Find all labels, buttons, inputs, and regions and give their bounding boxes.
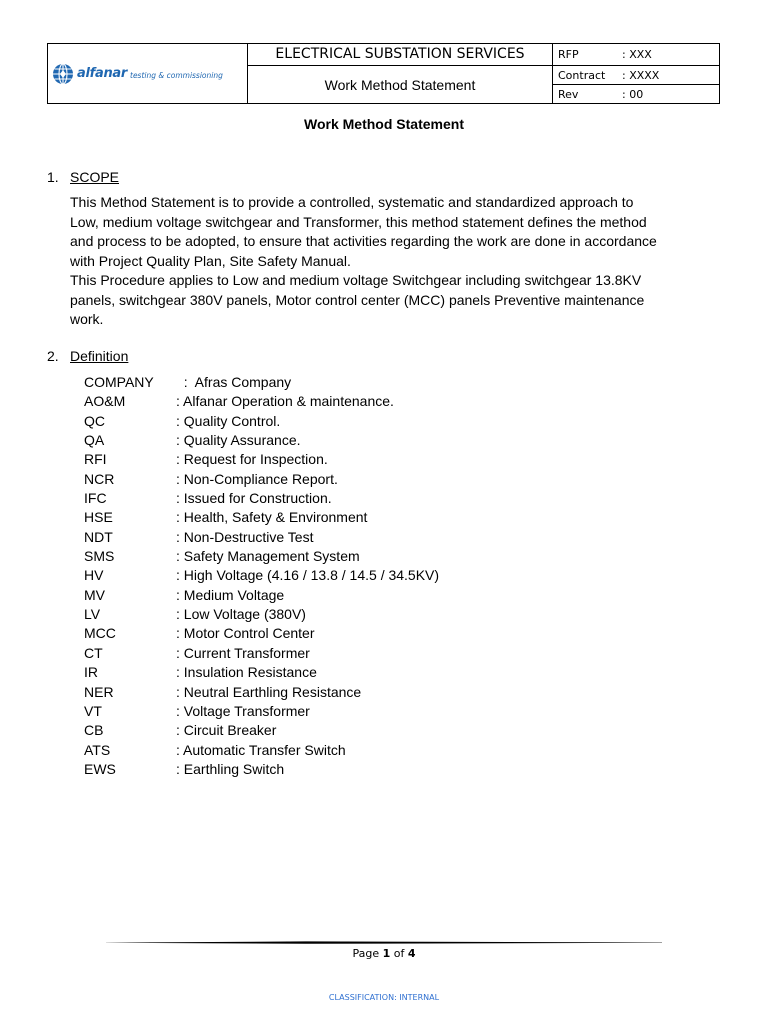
paragraph-line: with Project Quality Plan, Site Safety Manual. bbox=[70, 252, 351, 269]
definition-row bbox=[84, 450, 439, 469]
meta-value: : 00 bbox=[622, 87, 644, 101]
definition-abbr: ATS bbox=[84, 741, 111, 758]
globe-logo-icon bbox=[52, 63, 74, 85]
definition-abbr: MV bbox=[84, 586, 105, 603]
definition-abbr: VT bbox=[84, 702, 102, 719]
definition-abbr: NER bbox=[84, 683, 114, 700]
definition-desc: : Health, Safety & Environment bbox=[176, 509, 368, 526]
definition-desc: : Request for Inspection. bbox=[176, 451, 328, 468]
definition-heading bbox=[47, 348, 128, 364]
definition-desc: : Medium Voltage bbox=[176, 586, 285, 603]
definition-row bbox=[84, 431, 439, 450]
definition-abbr: NCR bbox=[84, 470, 115, 487]
definition-row bbox=[84, 663, 439, 682]
definition-row bbox=[84, 586, 439, 605]
definition-row bbox=[84, 412, 439, 431]
document-header-table bbox=[47, 43, 720, 104]
definition-row bbox=[84, 721, 439, 740]
definition-row bbox=[84, 644, 439, 663]
definition-desc: : Circuit Breaker bbox=[176, 722, 277, 739]
meta-key: Rev bbox=[558, 87, 579, 101]
logo-tagline: testing & commissioning bbox=[130, 70, 223, 80]
definition-desc: : Alfanar Operation & maintenance. bbox=[176, 393, 394, 410]
meta-value: : XXXX bbox=[622, 68, 660, 82]
definition-abbr: NDT bbox=[84, 528, 113, 545]
definition-abbr: QC bbox=[84, 412, 105, 429]
definition-row bbox=[84, 392, 439, 411]
scope-paragraph bbox=[70, 193, 730, 330]
scope-heading bbox=[47, 169, 119, 185]
paragraph-line: Low, medium voltage switchgear and Transformer, this method statement defines the method bbox=[70, 213, 647, 230]
section-number: 2. bbox=[47, 348, 59, 364]
paragraph-line: and process to be adopted, to ensure that activities regarding the work are done in accordance bbox=[70, 233, 657, 249]
definition-row bbox=[84, 624, 439, 643]
section-label: SCOPE bbox=[70, 169, 120, 185]
page-prefix: Page bbox=[352, 947, 383, 960]
meta-row-contract bbox=[553, 66, 720, 85]
definition-desc: : High Voltage (4.16 / 13.8 / 14.5 / 34.5KV) bbox=[176, 567, 440, 584]
definition-desc: : Safety Management System bbox=[176, 548, 360, 565]
definition-row bbox=[84, 683, 439, 702]
company-logo-cell bbox=[48, 44, 248, 104]
paragraph-line: work. bbox=[70, 311, 104, 327]
paragraph-line: This Method Statement is to provide a controlled, systematic and standardized approach to bbox=[70, 194, 634, 210]
definition-row bbox=[84, 470, 439, 489]
section-number: 1. bbox=[47, 169, 59, 185]
company-logo bbox=[48, 63, 247, 85]
definition-abbr: LV bbox=[84, 606, 101, 623]
paragraph-line: This Procedure applies to Low and medium voltage Switchgear including switchgear 13.8KV bbox=[70, 272, 642, 288]
definition-abbr: HSE bbox=[84, 509, 113, 526]
definition-row bbox=[84, 373, 439, 392]
definition-abbr: CT bbox=[84, 644, 103, 661]
definition-desc: : Issued for Construction. bbox=[176, 490, 332, 507]
page-current: 1 bbox=[382, 947, 391, 960]
definition-abbr: IR bbox=[84, 664, 98, 681]
meta-value: : XXX bbox=[622, 48, 652, 61]
definition-row bbox=[84, 702, 439, 721]
definition-abbr: QA bbox=[84, 432, 105, 449]
meta-key: Contract bbox=[558, 68, 606, 82]
definition-desc: : Neutral Earthling Resistance bbox=[176, 683, 362, 700]
definition-desc: : Afras Company bbox=[176, 374, 292, 390]
section-label: Definition bbox=[70, 348, 129, 364]
definition-abbr: MCC bbox=[84, 625, 116, 642]
definition-row bbox=[84, 566, 439, 585]
definition-desc: : Quality Control. bbox=[176, 412, 281, 429]
document-title: Work Method Statement bbox=[304, 116, 464, 132]
definition-desc: : Non-Compliance Report. bbox=[176, 470, 338, 487]
meta-row-rev bbox=[553, 85, 720, 104]
definition-desc: : Non-Destructive Test bbox=[176, 528, 314, 545]
definition-abbr: HV bbox=[84, 567, 104, 584]
definition-row bbox=[84, 760, 439, 779]
definition-desc: : Automatic Transfer Switch bbox=[176, 741, 346, 758]
doc-type-title: Work Method Statement bbox=[248, 66, 553, 104]
footer-divider bbox=[106, 941, 662, 944]
definition-row bbox=[84, 741, 439, 760]
definition-row bbox=[84, 508, 439, 527]
definition-abbr: SMS bbox=[84, 548, 115, 565]
page-number bbox=[0, 947, 768, 960]
paragraph-line: panels, switchgear 380V panels, Motor control center (MCC) panels Preventive maintenance bbox=[70, 291, 645, 308]
definition-abbr: RFI bbox=[84, 451, 107, 468]
classification-label: CLASSIFICATION: INTERNAL bbox=[328, 993, 440, 1002]
definition-desc: : Low Voltage (380V) bbox=[176, 606, 306, 623]
definition-desc: : Insulation Resistance bbox=[176, 664, 317, 681]
definition-desc: : Current Transformer bbox=[176, 644, 310, 661]
page-of: of bbox=[390, 947, 408, 960]
definition-abbr: COMPANY bbox=[84, 374, 154, 390]
meta-key: RFP bbox=[558, 48, 579, 61]
definition-desc: : Quality Assurance. bbox=[176, 432, 301, 449]
definition-desc: : Earthling Switch bbox=[176, 760, 285, 777]
meta-row-rfp bbox=[553, 44, 720, 66]
definition-row bbox=[84, 528, 439, 547]
definition-desc: : Voltage Transformer bbox=[176, 702, 310, 719]
page-total: 4 bbox=[407, 947, 416, 960]
definition-row bbox=[84, 605, 439, 624]
definition-row bbox=[84, 547, 439, 566]
definition-abbr: CB bbox=[84, 722, 104, 739]
definition-abbr: IFC bbox=[84, 490, 107, 507]
definition-row bbox=[84, 489, 439, 508]
definition-abbr: EWS bbox=[84, 760, 116, 777]
definition-desc: : Motor Control Center bbox=[176, 625, 315, 642]
definition-abbr: AO&M bbox=[84, 393, 126, 410]
definition-list bbox=[84, 373, 439, 779]
logo-name: alfanar bbox=[77, 66, 127, 81]
service-title: ELECTRICAL SUBSTATION SERVICES bbox=[248, 44, 553, 66]
